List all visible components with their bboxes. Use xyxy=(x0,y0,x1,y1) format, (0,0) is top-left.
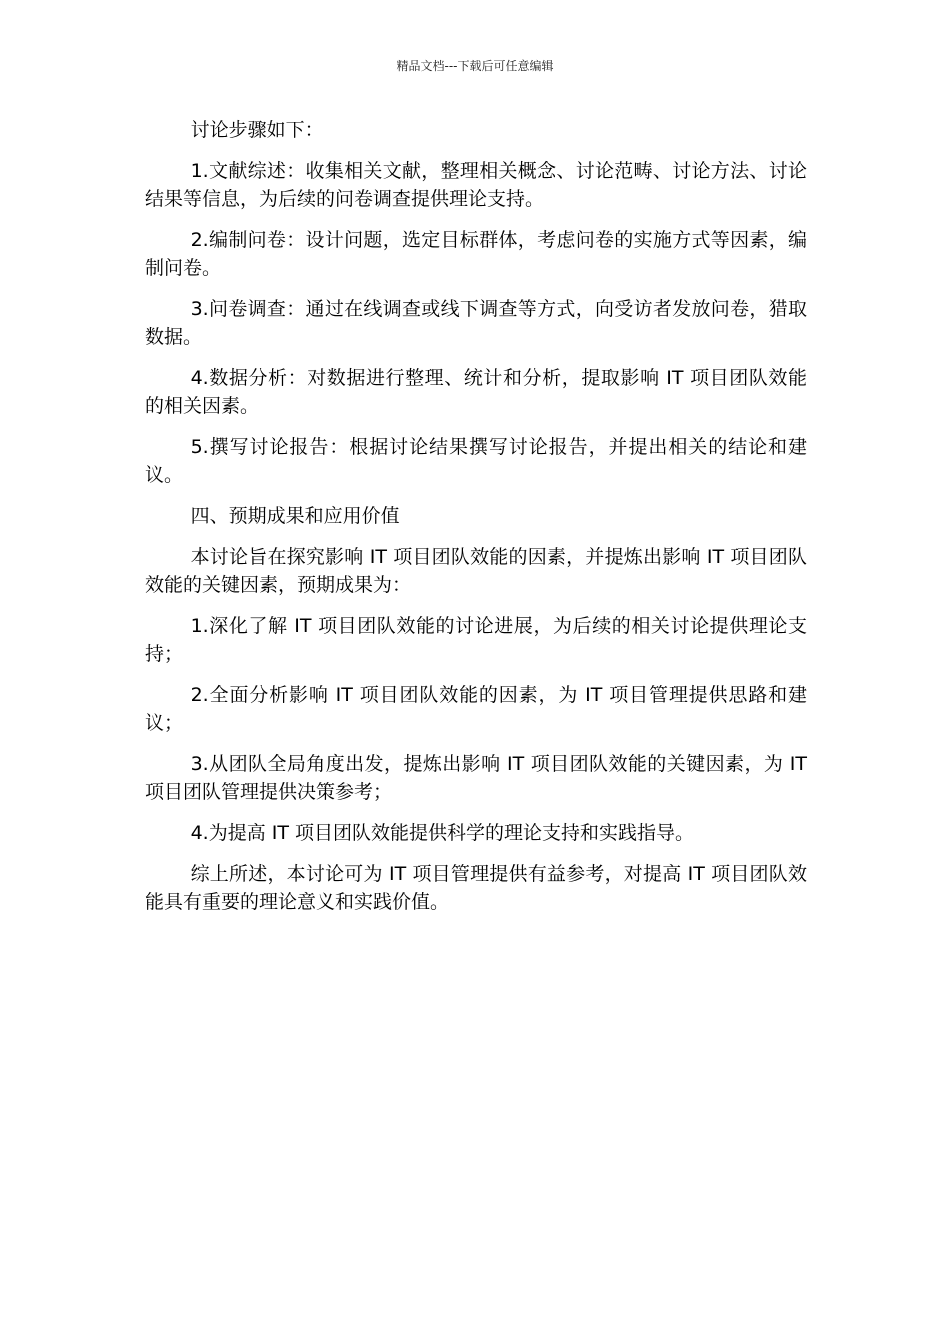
paragraph-step-4: 4.数据分析：对数据进行整理、统计和分析，提取影响 IT 项目团队效能的相关因素。 xyxy=(145,367,807,417)
paragraph-outcome-4: 4.为提高 IT 项目团队效能提供科学的理论支持和实践指导。 xyxy=(190,822,695,844)
paragraph-step-3: 3.问卷调查：通过在线调查或线下调查等方式，向受访者发放问卷，猎取数据。 xyxy=(145,298,807,348)
paragraph-outcome-3: 3.从团队全局角度出发，提炼出影响 IT 项目团队效能的关键因素，为 IT 项目团队管理提供决策参考； xyxy=(145,753,807,803)
paragraph-outcome-1: 1.深化了解 IT 项目团队效能的讨论进展，为后续的相关讨论提供理论支持； xyxy=(145,615,807,665)
paragraph-outcomes-intro: 本讨论旨在探究影响 IT 项目团队效能的因素，并提炼出影响 IT 项目团队效能的关键因素，预期成果为： xyxy=(145,546,807,596)
paragraph-conclusion: 综上所述，本讨论可为 IT 项目管理提供有益参考，对提高 IT 项目团队效能具有重要的理论意义和实践价值。 xyxy=(145,863,807,913)
paragraph-outcome-2: 2.全面分析影响 IT 项目团队效能的因素，为 IT 项目管理提供思路和建议； xyxy=(145,684,807,734)
paragraph-step-2: 2.编制问卷：设计问题，选定目标群体，考虑问卷的实施方式等因素，编制问卷。 xyxy=(145,229,807,279)
page-header: 精品文档---下载后可任意编辑 xyxy=(396,59,554,73)
paragraph-steps-intro: 讨论步骤如下： xyxy=(190,119,324,141)
document-body xyxy=(145,116,807,929)
section-heading: 四、预期成果和应用价值 xyxy=(190,505,400,527)
paragraph-step-1: 1.文献综述：收集相关文献，整理相关概念、讨论范畴、讨论方法、讨论结果等信息，为后续的问卷调查提供理论支持。 xyxy=(145,160,807,210)
paragraph-step-5: 5.撰写讨论报告：根据讨论结果撰写讨论报告，并提出相关的结论和建议。 xyxy=(145,436,807,486)
